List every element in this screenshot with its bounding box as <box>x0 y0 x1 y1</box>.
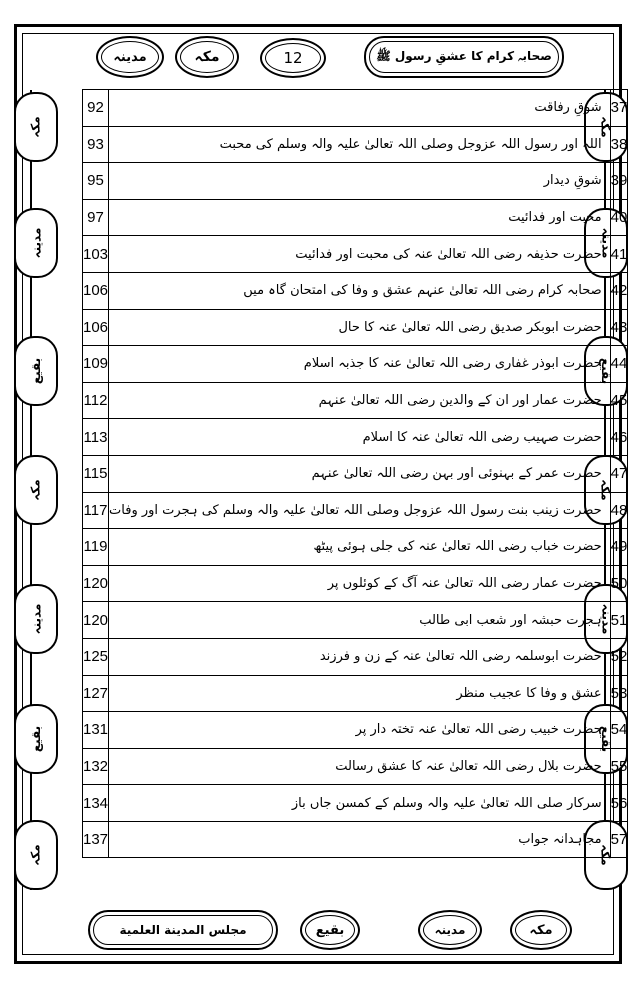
toc-entry-title: شوقِ رفاقت <box>109 90 611 127</box>
toc-entry-title: ہجرت حبشہ اور شعب ابی طالب <box>109 602 611 639</box>
toc-entry-number: 47 <box>610 455 628 492</box>
toc-row <box>83 675 628 712</box>
toc-page-number: 134 <box>83 785 109 822</box>
right-side-badge: مکہ <box>584 455 628 525</box>
toc-row <box>83 455 628 492</box>
right-side-badge: مدینہ <box>584 208 628 278</box>
toc-entry-number: 50 <box>610 565 628 602</box>
toc-entry-number: 38 <box>610 126 628 163</box>
toc-entry-title: حضرت زینب بنت رسول اللہ عزوجل وصلی اللہ تعالیٰ علیہ والہ وسلم کی ہجرت اور وفات <box>109 492 611 529</box>
toc-entry-number: 42 <box>610 272 628 309</box>
left-side-badge: مدینہ <box>14 208 58 278</box>
toc-row <box>83 712 628 749</box>
toc-page-number: 95 <box>83 163 109 200</box>
toc-entry-number: 43 <box>610 309 628 346</box>
toc-page-number: 131 <box>83 712 109 749</box>
toc-row <box>83 821 628 858</box>
toc-entry-title: حضرت ابوذر غفاری رضی اللہ تعالیٰ عنہ کا جذبہ اسلام <box>109 346 611 383</box>
toc-entry-number: 45 <box>610 382 628 419</box>
footer-badge-makka: مکہ <box>510 910 572 950</box>
right-side-badge: مدینہ <box>584 584 628 654</box>
toc-page-number: 92 <box>83 90 109 127</box>
toc-entry-number: 41 <box>610 236 628 273</box>
toc-row <box>83 309 628 346</box>
toc-row <box>83 163 628 200</box>
right-side-badge: مکہ <box>584 92 628 162</box>
page-number: 12 <box>260 38 326 78</box>
toc-entry-title: محبت اور فدائیت <box>109 199 611 236</box>
toc-entry-title: عشق و وفا کا عجیب منظر <box>109 675 611 712</box>
toc-entry-title: حضرت عمار رضی اللہ تعالیٰ عنہ آگ کے کوئلوں پر <box>109 565 611 602</box>
toc-entry-title: حضرت حذیفہ رضی اللہ تعالیٰ عنہ کی محبت اور فدائیت <box>109 236 611 273</box>
toc-row <box>83 565 628 602</box>
left-side-badge: مکہ <box>14 820 58 890</box>
running-title: صحابہ کرام کا عشقِ رسول ﷺ <box>364 36 564 78</box>
toc-page-number: 117 <box>83 492 109 529</box>
toc-page-number: 106 <box>83 272 109 309</box>
toc-entry-number: 55 <box>610 748 628 785</box>
toc-entry-number: 54 <box>610 712 628 749</box>
toc-row <box>83 346 628 383</box>
toc-entry-title: حضرت عمر کے بہنوئی اور بہن رضی اللہ تعالیٰ عنہم <box>109 455 611 492</box>
right-side-badge: بقیع <box>584 336 628 406</box>
toc-entry-title: شوقِ دیدار <box>109 163 611 200</box>
toc-entry-title: مجاہدانہ جواب <box>109 821 611 858</box>
toc-entry-title: حضرت بلال رضی اللہ تعالیٰ عنہ کا عشق رسالت <box>109 748 611 785</box>
toc-page-number: 137 <box>83 821 109 858</box>
toc-page-number: 112 <box>83 382 109 419</box>
toc-row <box>83 236 628 273</box>
toc-row <box>83 748 628 785</box>
right-side-badge: مکہ <box>584 820 628 890</box>
left-side-badge: مکہ <box>14 455 58 525</box>
header-badge-madina: مدینہ <box>96 36 164 78</box>
left-side-badge: بقیع <box>14 336 58 406</box>
toc-page-number: 97 <box>83 199 109 236</box>
toc-row <box>83 126 628 163</box>
toc-row <box>83 90 628 127</box>
toc-entry-number: 44 <box>610 346 628 383</box>
right-side-badge: بقیع <box>584 704 628 774</box>
toc-entry-number: 52 <box>610 638 628 675</box>
toc-row <box>83 272 628 309</box>
toc-page-number: 125 <box>83 638 109 675</box>
toc-entry-number: 49 <box>610 529 628 566</box>
toc-entry-number: 53 <box>610 675 628 712</box>
footer-badge-baqi: بقیع <box>300 910 360 950</box>
toc-row <box>83 785 628 822</box>
table-of-contents <box>82 89 628 858</box>
toc-entry-number: 56 <box>610 785 628 822</box>
toc-entry-title: حضرت خبیب رضی اللہ تعالیٰ عنہ تختہ دار پر <box>109 712 611 749</box>
toc-entry-title: حضرت عمار اور ان کے والدین رضی اللہ تعالیٰ عنہم <box>109 382 611 419</box>
left-side-badge: مدینہ <box>14 584 58 654</box>
toc-page-number: 115 <box>83 455 109 492</box>
toc-entry-title: اللہ اور رسول اللہ عزوجل وصلی اللہ تعالیٰ علیہ والہ وسلم کی محبت <box>109 126 611 163</box>
toc-row <box>83 638 628 675</box>
toc-entry-number: 46 <box>610 419 628 456</box>
toc-entry-title: صحابہ کرام رضی اللہ تعالیٰ عنہم عشق و وفا کی امتحان گاہ میں <box>109 272 611 309</box>
toc-row <box>83 199 628 236</box>
toc-entry-title: حضرت ابوبکر صدیق رضی اللہ تعالیٰ عنہ کا حال <box>109 309 611 346</box>
toc-page-number: 113 <box>83 419 109 456</box>
toc-row <box>83 382 628 419</box>
toc-page-number: 120 <box>83 602 109 639</box>
toc-page-number: 120 <box>83 565 109 602</box>
toc-entry-number: 37 <box>610 90 628 127</box>
toc-entry-number: 39 <box>610 163 628 200</box>
toc-entry-number: 48 <box>610 492 628 529</box>
header-badge-makka: مکہ <box>175 36 239 78</box>
toc-row <box>83 492 628 529</box>
left-side-badge: مکہ <box>14 92 58 162</box>
toc-row <box>83 529 628 566</box>
toc-entry-number: 51 <box>610 602 628 639</box>
toc-page-number: 127 <box>83 675 109 712</box>
toc-entry-title: سرکار صلی اللہ تعالیٰ علیہ والہ وسلم کے کمسن جاں باز <box>109 785 611 822</box>
toc-entry-title: حضرت خباب رضی اللہ تعالیٰ عنہ کی جلی ہوئی پیٹھ <box>109 529 611 566</box>
toc-row <box>83 602 628 639</box>
toc-page-number: 109 <box>83 346 109 383</box>
footer-badge-madina: مدینہ <box>418 910 482 950</box>
toc-entry-number: 40 <box>610 199 628 236</box>
toc-page-number: 93 <box>83 126 109 163</box>
toc-entry-title: حضرت ابوسلمہ رضی اللہ تعالیٰ عنہ کے زن و فرزند <box>109 638 611 675</box>
toc-entry-title: حضرت صہیب رضی اللہ تعالیٰ عنہ کا اسلام <box>109 419 611 456</box>
toc-row <box>83 419 628 456</box>
toc-page-number: 132 <box>83 748 109 785</box>
toc-page-number: 103 <box>83 236 109 273</box>
toc-page-number: 119 <box>83 529 109 566</box>
toc-entry-number: 57 <box>610 821 628 858</box>
publisher-badge: مجلس المدینة العلمیة <box>88 910 278 950</box>
left-side-badge: بقیع <box>14 704 58 774</box>
toc-page-number: 106 <box>83 309 109 346</box>
